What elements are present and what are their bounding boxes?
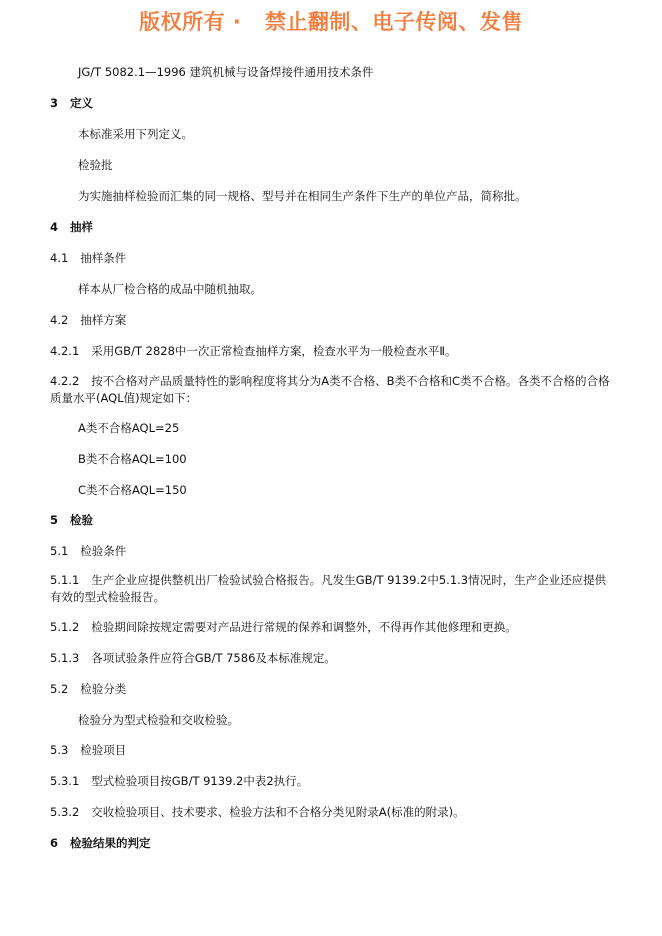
clause-5-3-2: 5.3.2 交收检验项目、技术要求、检验方法和不合格分类见附录A(标准的附录)。 (50, 805, 465, 819)
subsection-heading-4-2: 4.2 抽样方案 (50, 313, 127, 327)
standard-header-line: JG/T 5082.1—1996 建筑机械与设备焊接件通用技术条件 (78, 65, 374, 79)
term: 检验批 (78, 158, 113, 172)
section-heading-3: 3 定义 (50, 96, 94, 110)
clause-5-3-1: 5.3.1 型式检验项目按GB/T 9139.2中表2执行。 (50, 774, 309, 788)
subsection-heading-5-3: 5.3 检验项目 (50, 743, 127, 757)
section-heading-4: 4 抽样 (50, 220, 94, 234)
clause-4-2-1: 4.2.1 采用GB/T 2828中一次正常检查抽样方案，检查水平为一般检查水平Ⅱ。 (50, 344, 457, 358)
clause-5-1-1: 5.1.1 生产企业应提供整机出厂检验试验合格报告。凡发生GB/T 9139.2中5.1.3情况时，生产企业还应提供有效的型式检验报告。 (50, 573, 607, 604)
section-heading-5: 5 检验 (50, 513, 94, 527)
aql-class-a: A类不合格AQL=25 (78, 421, 180, 435)
clause-5-1-2: 5.1.2 检验期间除按规定需要对产品进行常规的保养和调整外，不得再作其他修理和更换。 (50, 620, 517, 634)
paragraph: 检验分为型式检验和交收检验。 (78, 713, 239, 727)
subsection-heading-4-1: 4.1 抽样条件 (50, 251, 127, 265)
section-heading-6: 6 检验结果的判定 (50, 836, 151, 850)
aql-class-c: C类不合格AQL=150 (78, 483, 187, 497)
paragraph: 本标准采用下列定义。 (78, 127, 193, 141)
copyright-watermark: 版权所有 · 禁止翻制、电子传阅、发售 (139, 10, 523, 34)
aql-class-b: B类不合格AQL=100 (78, 452, 187, 466)
clause-5-1-3: 5.1.3 各项试验条件应符合GB/T 7586及本标准规定。 (50, 651, 336, 665)
clause-4-2-2: 4.2.2 按不合格对产品质量特性的影响程度将其分为A类不合格、B类不合格和C类不合格。各类不合格的合格质量水平(AQL值)规定如下： (50, 374, 610, 405)
paragraph: 样本从厂检合格的成品中随机抽取。 (78, 282, 262, 296)
term-definition: 为实施抽样检验而汇集的同一规格、型号并在相同生产条件下生产的单位产品，简称批。 (78, 189, 527, 203)
subsection-heading-5-2: 5.2 检验分类 (50, 682, 127, 696)
subsection-heading-5-1: 5.1 检验条件 (50, 544, 127, 558)
